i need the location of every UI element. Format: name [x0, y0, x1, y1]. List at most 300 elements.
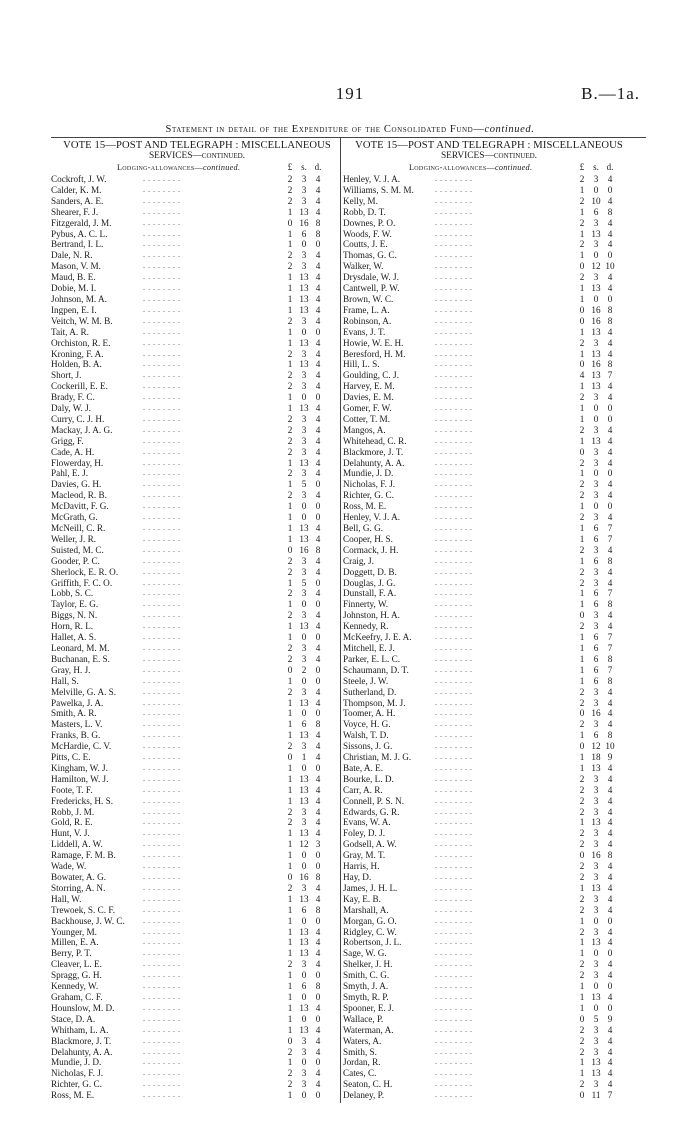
leader-dots: . . . . . . . . [143, 784, 181, 794]
amount-pence: 4 [607, 348, 613, 359]
entry-amount [575, 261, 633, 272]
amount-shillings: 3 [593, 610, 599, 621]
amount-pence: 0 [607, 403, 613, 414]
entry-name: Grigg, F. [51, 435, 84, 446]
amount-pence: 4 [607, 937, 613, 948]
entry-name: Johnston, H. A. [343, 610, 400, 621]
entry-name: Cantwell, P. W. [343, 283, 400, 294]
amount-shillings: 3 [593, 926, 599, 937]
entry-row [343, 763, 635, 774]
amount-shillings: 6 [593, 533, 599, 544]
entry-name: Pawelka, J. A. [51, 697, 104, 708]
entry-amount [283, 1047, 341, 1058]
amount-pence: 4 [315, 773, 321, 784]
entry-row [343, 708, 635, 719]
amount-pounds: 1 [579, 293, 585, 304]
entry-row [51, 610, 343, 621]
entry-name: Kennedy, R. [343, 621, 389, 632]
entry-row [51, 948, 343, 959]
leader-dots: . . . . . . . . [143, 1079, 181, 1089]
leader-dots: . . . . . . . . [143, 184, 181, 194]
amount-shillings: 13 [299, 730, 309, 741]
amount-pounds: 4 [579, 370, 585, 381]
amount-pence: 4 [315, 457, 321, 468]
entry-amount [575, 850, 633, 861]
amount-pounds: 1 [579, 599, 585, 610]
amount-pounds: 0 [579, 741, 585, 752]
entry-row [51, 479, 343, 490]
leader-dots: . . . . . . . . [435, 948, 473, 958]
amount-pounds: 1 [287, 1002, 293, 1013]
amount-pounds: 1 [287, 861, 293, 872]
leader-dots: . . . . . . . . [435, 1024, 473, 1034]
entry-row [343, 839, 635, 850]
amount-shillings: 6 [593, 599, 599, 610]
entry-row [51, 545, 343, 556]
entry-name: Trewoek, S. C. F. [51, 904, 116, 915]
leader-dots: . . . . . . . . [435, 773, 473, 783]
entry-amount [283, 861, 341, 872]
entry-row [51, 370, 343, 381]
entry-name: Smith, A. R. [51, 708, 97, 719]
leader-dots: . . . . . . . . [143, 882, 181, 892]
amount-pence: 8 [607, 653, 613, 664]
entry-row [51, 599, 343, 610]
entry-name: Harvey, E. M. [343, 381, 395, 392]
entry-amount [283, 272, 341, 283]
entry-row [51, 992, 343, 1003]
leader-dots: . . . . . . . . [435, 1057, 473, 1067]
entry-amount [575, 294, 633, 305]
entry-amount [575, 370, 633, 381]
entry-row [343, 556, 635, 567]
entry-row [343, 392, 635, 403]
entry-row [51, 959, 343, 970]
entry-row [51, 839, 343, 850]
entry-amount [575, 436, 633, 447]
leader-dots: . . . . . . . . [143, 719, 181, 729]
entry-name: Smith, C. G. [343, 970, 390, 981]
entry-name: Howie, W. E. H. [343, 337, 404, 348]
leader-dots: . . . . . . . . [435, 981, 473, 991]
amount-shillings: 0 [593, 1002, 599, 1013]
amount-pence: 4 [315, 370, 321, 381]
amount-pence: 0 [315, 850, 321, 861]
amount-pounds: 1 [579, 381, 585, 392]
amount-pounds: 2 [287, 490, 293, 501]
leader-dots: . . . . . . . . [435, 1079, 473, 1089]
amount-pence: 4 [607, 1057, 613, 1068]
entry-amount [575, 916, 633, 927]
entry-name: Sherlock, E. R. O. [51, 566, 119, 577]
entry-amount [283, 479, 341, 490]
amount-shillings: 3 [301, 1035, 307, 1046]
amount-shillings: 0 [593, 981, 599, 992]
amount-pounds: 2 [579, 959, 585, 970]
amount-pence: 0 [607, 184, 613, 195]
entry-name: Bertrand, I. L. [51, 239, 104, 250]
leader-dots: . . . . . . . . [435, 882, 473, 892]
amount-pence: 0 [315, 991, 321, 1002]
entry-amount [575, 534, 633, 545]
amount-pence: 4 [315, 610, 321, 621]
amount-shillings: 0 [301, 675, 307, 686]
leader-dots: . . . . . . . . [143, 250, 181, 260]
amount-shillings: 3 [301, 588, 307, 599]
amount-shillings: 3 [593, 239, 599, 250]
amount-pounds: 2 [287, 413, 293, 424]
amount-shillings: 13 [591, 228, 601, 239]
amount-pounds: 2 [579, 828, 585, 839]
amount-pence: 4 [315, 730, 321, 741]
amount-pounds: 1 [287, 784, 293, 795]
amount-shillings: 3 [593, 719, 599, 730]
amount-pounds: 1 [287, 762, 293, 773]
amount-pounds: 2 [287, 653, 293, 664]
amount-pounds: 1 [287, 1057, 293, 1068]
leader-dots: . . . . . . . . [143, 512, 181, 522]
entry-name: Lobb, S. C. [51, 588, 94, 599]
entry-name: Thompson, M. J. [343, 697, 406, 708]
top-rule [51, 137, 646, 138]
entry-amount [575, 643, 633, 654]
entry-name: Robinson, A. [343, 315, 392, 326]
entry-amount [283, 425, 341, 436]
amount-pounds: 2 [579, 457, 585, 468]
entry-name: Voyce, H. G. [343, 719, 391, 730]
amount-pence: 8 [607, 206, 613, 217]
leader-dots: . . . . . . . . [435, 1068, 473, 1078]
entry-row [343, 676, 635, 687]
entry-amount [575, 250, 633, 261]
leader-dots: . . . . . . . . [435, 970, 473, 980]
amount-shillings: 3 [593, 174, 599, 184]
amount-pence: 4 [315, 948, 321, 959]
entry-row [51, 403, 343, 414]
entry-row [51, 861, 343, 872]
amount-pence: 0 [315, 577, 321, 588]
entry-amount [283, 719, 341, 730]
amount-pence: 0 [607, 948, 613, 959]
leader-dots: . . . . . . . . [143, 991, 181, 1001]
amount-pence: 4 [315, 1079, 321, 1090]
entry-amount [575, 992, 633, 1003]
entry-amount [283, 239, 341, 250]
amount-pence: 4 [315, 403, 321, 414]
amount-shillings: 0 [301, 326, 307, 337]
amount-shillings: 0 [301, 1090, 307, 1101]
amount-pence: 4 [315, 817, 321, 828]
entry-row [343, 817, 635, 828]
leader-dots: . . . . . . . . [143, 1046, 181, 1056]
entry-name: Parker, E. L. C. [343, 653, 401, 664]
leader-dots: . . . . . . . . [435, 697, 473, 707]
leader-dots: . . . . . . . . [143, 326, 181, 336]
unit-shillings: s. [301, 162, 307, 172]
entry-row [343, 534, 635, 545]
entry-row [51, 261, 343, 272]
amount-pence: 4 [607, 904, 613, 915]
amount-shillings: 13 [299, 948, 309, 959]
amount-pounds: 2 [287, 424, 293, 435]
entry-name: Macleod, R. B. [51, 490, 107, 501]
amount-pence: 0 [315, 664, 321, 675]
leader-dots: . . . . . . . . [143, 752, 181, 762]
entry-row [343, 916, 635, 927]
amount-pence: 0 [315, 1013, 321, 1024]
amount-shillings: 13 [591, 381, 601, 392]
leader-dots: . . . . . . . . [435, 359, 473, 369]
amount-pence: 0 [315, 1057, 321, 1068]
amount-shillings: 0 [301, 850, 307, 861]
amount-shillings: 1 [301, 752, 307, 763]
leader-dots: . . . . . . . . [435, 424, 473, 434]
amount-pounds: 2 [287, 741, 293, 752]
entry-name: Richter, G. C. [343, 490, 394, 501]
entry-row [51, 425, 343, 436]
entry-name: Thomas, G. C. [343, 250, 397, 261]
amount-pounds: 1 [287, 675, 293, 686]
leader-dots: . . . . . . . . [435, 533, 473, 543]
amount-shillings: 13 [299, 828, 309, 839]
amount-pence: 4 [607, 773, 613, 784]
amount-pounds: 2 [287, 610, 293, 621]
amount-pounds: 1 [287, 632, 293, 643]
amount-pounds: 2 [579, 490, 585, 501]
amount-shillings: 3 [593, 893, 599, 904]
leader-dots: . . . . . . . . [435, 326, 473, 336]
amount-shillings: 3 [301, 381, 307, 392]
entry-name: Ingpen, E. I. [51, 304, 97, 315]
entry-amount [283, 1079, 341, 1090]
amount-pounds: 0 [579, 261, 585, 272]
entry-name: Ridgley, C. W. [343, 926, 397, 937]
entry-amount [575, 239, 633, 250]
amount-shillings: 3 [301, 555, 307, 566]
entry-amount [575, 883, 633, 894]
entry-row [343, 501, 635, 512]
entry-name: Spragg, G. H. [51, 970, 102, 981]
section-label [117, 163, 240, 172]
amount-shillings: 0 [593, 403, 599, 414]
leader-dots: . . . . . . . . [435, 861, 473, 871]
amount-pounds: 1 [579, 555, 585, 566]
amount-shillings: 0 [593, 468, 599, 479]
leader-dots: . . . . . . . . [435, 752, 473, 762]
entry-name: Coutts, J. E. [343, 239, 388, 250]
entry-name: Edwards, G. R. [343, 806, 400, 817]
entry-name: Dunstall, F. A. [343, 588, 397, 599]
amount-shillings: 0 [301, 762, 307, 773]
amount-pence: 4 [607, 1068, 613, 1079]
entry-name: Williams, S. M. M. [343, 184, 414, 195]
entry-row [51, 1079, 343, 1090]
leader-dots: . . . . . . . . [143, 523, 181, 532]
entry-name: Smyth, R. P. [343, 991, 389, 1002]
entry-amount [283, 643, 341, 654]
entry-name: McKeefry, J. E. A. [343, 632, 412, 643]
amount-pounds: 1 [287, 599, 293, 610]
entry-name: Kroning, F. A. [51, 348, 104, 359]
amount-pounds: 1 [579, 1002, 585, 1013]
entry-amount [283, 959, 341, 970]
entry-name: Toomer, A. H. [343, 708, 396, 719]
entry-row [343, 1079, 635, 1090]
entry-amount [575, 730, 633, 741]
entry-row [51, 392, 343, 403]
entry-amount [575, 741, 633, 752]
amount-pounds: 2 [287, 174, 293, 184]
amount-pence: 0 [607, 501, 613, 512]
amount-shillings: 3 [301, 882, 307, 893]
amount-pounds: 2 [287, 370, 293, 381]
amount-pence: 4 [315, 184, 321, 195]
amount-shillings: 3 [301, 817, 307, 828]
entry-name: Frame, L. A. [343, 304, 390, 315]
entry-amount [283, 970, 341, 981]
amount-pence: 4 [607, 1035, 613, 1046]
leader-dots: . . . . . . . . [143, 839, 181, 849]
section-header-row [343, 162, 635, 174]
amount-pounds: 1 [287, 981, 293, 992]
entry-row [343, 730, 635, 741]
amount-pence: 8 [607, 359, 613, 370]
amount-pounds: 0 [287, 217, 293, 228]
entry-amount [283, 796, 341, 807]
amount-pounds: 1 [287, 293, 293, 304]
amount-pounds: 1 [287, 839, 293, 850]
leader-dots: . . . . . . . . [435, 217, 473, 227]
amount-shillings: 16 [299, 217, 309, 228]
entry-amount [575, 774, 633, 785]
entry-row [51, 872, 343, 883]
entry-name: Franks, B. G. [51, 730, 101, 741]
vote-heading: VOTE 15—POST AND TELEGRAPH : MISCELLANEOUS [63, 140, 331, 151]
amount-pence: 4 [607, 479, 613, 490]
leader-dots: . . . . . . . . [143, 904, 181, 914]
entry-amount [575, 578, 633, 589]
entry-name: Mundie, J. D. [51, 1057, 102, 1068]
amount-shillings: 13 [591, 991, 601, 1002]
entry-amount [283, 392, 341, 403]
amount-pounds: 1 [579, 468, 585, 479]
entry-row [51, 1068, 343, 1079]
entry-row [343, 185, 635, 196]
amount-pounds: 2 [579, 697, 585, 708]
entry-amount [575, 828, 633, 839]
entry-row [51, 763, 343, 774]
entry-name: Kelly, M. [343, 195, 378, 206]
entry-name: Doggett, D. B. [343, 566, 397, 577]
leader-dots: . . . . . . . . [435, 381, 473, 391]
leader-dots: . . . . . . . . [435, 741, 473, 751]
entry-amount [575, 817, 633, 828]
entry-amount [575, 698, 633, 709]
entry-amount [283, 545, 341, 556]
section-label-continued: continued. [494, 163, 533, 172]
entry-row [343, 883, 635, 894]
entry-amount [575, 981, 633, 992]
amount-pence: 0 [315, 239, 321, 250]
amount-pence: 4 [607, 272, 613, 283]
entry-amount [575, 185, 633, 196]
amount-pounds: 1 [579, 413, 585, 424]
entry-amount [575, 872, 633, 883]
amount-shillings: 16 [299, 872, 309, 882]
leader-dots: . . . . . . . . [143, 293, 181, 303]
entry-amount [575, 959, 633, 970]
entry-amount [575, 621, 633, 632]
entry-name: Tait, A. R. [51, 326, 89, 337]
leader-dots: . . . . . . . . [143, 1013, 181, 1023]
entry-amount [575, 207, 633, 218]
amount-shillings: 6 [593, 588, 599, 599]
entry-row [343, 381, 635, 392]
amount-pounds: 0 [579, 708, 585, 719]
entry-amount [283, 927, 341, 938]
entry-row [51, 850, 343, 861]
amount-pence: 4 [315, 446, 321, 457]
amount-pounds: 1 [579, 435, 585, 446]
entry-name: Seaton, C. H. [343, 1079, 393, 1090]
entry-amount [575, 839, 633, 850]
entry-name: Storring, A. N. [51, 882, 106, 893]
amount-shillings: 3 [593, 512, 599, 523]
entry-row [51, 490, 343, 501]
entry-row [51, 381, 343, 392]
entry-row [51, 218, 343, 229]
unit-pence: d. [606, 162, 614, 172]
entry-amount [575, 490, 633, 501]
amount-pounds: 1 [287, 206, 293, 217]
amount-pounds: 2 [287, 959, 293, 970]
amount-pounds: 1 [287, 970, 293, 981]
entry-row [343, 349, 635, 360]
entry-name: Ross, M. E. [343, 501, 387, 512]
entry-row [51, 283, 343, 294]
amount-pence: 4 [607, 1024, 613, 1035]
amount-pence: 4 [315, 174, 321, 184]
entry-amount [575, 665, 633, 676]
amount-pence: 0 [315, 326, 321, 337]
entry-name: Mundie, J. D. [343, 468, 394, 479]
amount-pence: 4 [607, 762, 613, 773]
amount-pence: 4 [607, 817, 613, 828]
amount-pounds: 1 [287, 795, 293, 806]
amount-pence: 10 [605, 261, 615, 272]
leader-dots: . . . . . . . . [143, 828, 181, 838]
amount-pence: 4 [607, 512, 613, 523]
entry-name: Calder, K. M. [51, 184, 102, 195]
entry-row [343, 599, 635, 610]
entry-list [343, 174, 635, 1101]
leader-dots: . . . . . . . . [143, 762, 181, 772]
entry-amount [575, 1036, 633, 1047]
leader-dots: . . . . . . . . [143, 937, 181, 947]
amount-pence: 0 [607, 1002, 613, 1013]
amount-shillings: 3 [301, 315, 307, 326]
entry-row [343, 894, 635, 905]
entry-name: Henley, V. J. A. [343, 512, 400, 523]
amount-pence: 4 [315, 959, 321, 970]
leader-dots: . . . . . . . . [435, 228, 473, 238]
entry-row [343, 218, 635, 229]
amount-pounds: 0 [579, 1090, 585, 1101]
amount-shillings: 3 [301, 642, 307, 653]
entry-name: Short, J. [51, 370, 82, 381]
amount-pence: 0 [607, 293, 613, 304]
leader-dots: . . . . . . . . [435, 272, 473, 282]
